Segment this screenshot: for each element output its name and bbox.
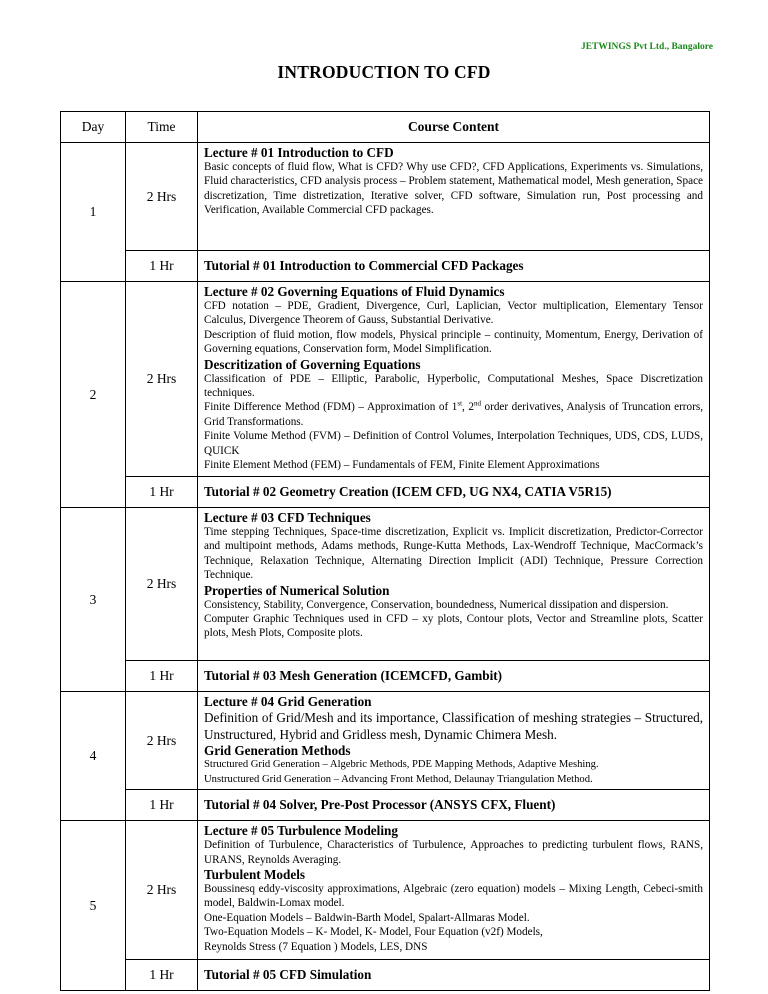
lecture-paragraph: Basic concepts of fluid flow, What is CFD? Why use CFD?, CFD Applications, Experiments vs. Simulations, Fluid characteristics, CFD analysis process – Problem statement, Mathematical model, Mesh generation, Space discretization, Time distretization, Iterative solver, CFD software, Simulation run, Post processing and Verification, Available Commercial CFD packages. xyxy=(204,161,703,217)
lecture-time: 2 Hrs xyxy=(126,143,198,251)
lecture-paragraph: Finite Element Method (FEM) – Fundamentals of FEM, Finite Element Approximations xyxy=(204,459,600,472)
table-row xyxy=(61,692,710,790)
lecture-time: 2 Hrs xyxy=(126,821,198,960)
lecture-paragraph: Structured Grid Generation – Algebric Methods, PDE Mapping Methods, Adaptive Meshing. xyxy=(204,759,599,770)
lecture-paragraph: Two-Equation Models – K- Model, K- Model, Four Equation (v2f) Models, xyxy=(204,926,543,939)
day-number: 3 xyxy=(61,508,126,692)
lecture-paragraph: Reynolds Stress (7 Equation ) Models, LES, DNS xyxy=(204,940,428,953)
table-row xyxy=(61,790,710,821)
lecture-paragraph: Time stepping Techniques, Space-time discretization, Explicit vs. Implicit discretization, Predictor-Corrector and multipoint methods, Adams methods, Runge-Kutta Methods, Lax-Wendroff Technique, MacCormack’s Technique, Relaxation Technique, Alternating Direction Implicit (ADI) Technique, Pressure Correction Technique. xyxy=(204,526,703,582)
lecture-paragraph: One-Equation Models – Baldwin-Barth Model, Spalart-Allmaras Model. xyxy=(204,911,530,924)
lecture-paragraph: Unstructured Grid Generation – Advancing Front Method, Delaunay Triangulation Method. xyxy=(204,773,593,785)
tutorial-title: Tutorial # 02 Geometry Creation (ICEM CFD, UG NX4, CATIA V5R15) xyxy=(198,477,710,508)
text-run: , 2 xyxy=(462,401,474,414)
superscript: st xyxy=(457,399,463,408)
tutorial-title: Tutorial # 04 Solver, Pre-Post Processor (ANSYS CFX, Fluent) xyxy=(198,790,710,821)
lecture-title: Lecture # 05 Turbulence Modeling xyxy=(204,823,398,839)
table-row xyxy=(61,251,710,282)
text-run: Finite Difference Method (FDM) – Approximation of 1 xyxy=(204,401,458,414)
lecture-paragraph: Classification of PDE – Elliptic, Parabolic, Hyperbolic, Computational Meshes, Space Discretization techniques. xyxy=(204,372,703,400)
table-header-row xyxy=(61,112,710,143)
section-title: Turbulent Models xyxy=(204,867,306,882)
tutorial-time: 1 Hr xyxy=(126,251,198,282)
tutorial-title: Tutorial # 01 Introduction to Commercial CFD Packages xyxy=(198,251,710,282)
tutorial-time: 1 Hr xyxy=(126,790,198,821)
lecture-paragraph xyxy=(204,400,703,429)
day-number: 2 xyxy=(61,282,126,508)
table-row xyxy=(61,821,710,960)
text-run: order derivatives, Analysis of Truncation errors, Grid Transformations. xyxy=(204,401,703,428)
day-number: 4 xyxy=(61,692,126,821)
table-row xyxy=(61,508,710,661)
lecture-paragraph: Boussinesq eddy-viscosity approximations, Algebraic (zero equation) models – Mixing Length, Cebeci-smith model, Baldwin-Lomax model. xyxy=(204,883,703,910)
lecture-paragraph: Definition of Turbulence, Characteristics of Turbulence, Approaches to predicting turbulent flows, RANS, URANS, Reynolds Averaging. xyxy=(204,839,703,866)
lecture-content xyxy=(198,282,710,477)
lecture-content xyxy=(198,508,710,661)
company-name: JETWINGS Pvt Ltd., Bangalore xyxy=(580,42,713,52)
lecture-content xyxy=(198,143,710,251)
lecture-content xyxy=(198,821,710,960)
tutorial-time: 1 Hr xyxy=(126,477,198,508)
table-row xyxy=(61,143,710,251)
table-row xyxy=(61,661,710,692)
lecture-time: 2 Hrs xyxy=(126,508,198,661)
header-time: Time xyxy=(126,112,198,143)
lecture-paragraph: CFD notation – PDE, Gradient, Divergence, Curl, Laplician, Vector multiplication, Elementary Tensor Calculus, Divergence Theorem of Gauss, Substantial Derivative. xyxy=(204,300,703,327)
lecture-paragraph: Consistency, Stability, Convergence, Conservation, boundedness, Numerical dissipation and dispersion. xyxy=(204,598,669,611)
lecture-paragraph: Definition of Grid/Mesh and its importance, Classification of meshing strategies – Structured, Unstructured, Hybrid and Gridless mesh, Dynamic Chimera Mesh. xyxy=(204,710,703,742)
header-course-content: Course Content xyxy=(198,112,710,143)
page-title: INTRODUCTION TO CFD xyxy=(277,62,491,82)
table-row xyxy=(61,960,710,991)
table-row xyxy=(61,477,710,508)
day-number: 1 xyxy=(61,143,126,282)
tutorial-time: 1 Hr xyxy=(126,661,198,692)
tutorial-time: 1 Hr xyxy=(126,960,198,991)
lecture-paragraph: Description of fluid motion, flow models, Physical principle – continuity, Momentum, Energy, Derivation of Governing equations, Conservation form, Model Simplification. xyxy=(204,328,703,356)
lecture-content xyxy=(198,692,710,790)
table-row xyxy=(61,282,710,477)
section-title: Descritization of Governing Equations xyxy=(204,356,421,372)
section-title: Grid Generation Methods xyxy=(204,743,351,758)
lecture-title: Lecture # 02 Governing Equations of Fluid Dynamics xyxy=(204,284,505,299)
lecture-time: 2 Hrs xyxy=(126,282,198,477)
day-number: 5 xyxy=(61,821,126,991)
header-day: Day xyxy=(61,112,126,143)
lecture-paragraph: Finite Volume Method (FVM) – Definition of Control Volumes, Interpolation Techniques, UDS, CDS, LUDS, QUICK xyxy=(204,430,703,457)
lecture-title: Lecture # 04 Grid Generation xyxy=(204,694,372,709)
tutorial-title: Tutorial # 05 CFD Simulation xyxy=(198,960,710,991)
tutorial-title: Tutorial # 03 Mesh Generation (ICEMCFD, Gambit) xyxy=(198,661,710,692)
section-title: Properties of Numerical Solution xyxy=(204,582,390,598)
course-table xyxy=(60,111,710,991)
lecture-title: Lecture # 03 CFD Techniques xyxy=(204,510,371,525)
superscript: nd xyxy=(473,399,481,408)
lecture-time: 2 Hrs xyxy=(126,692,198,790)
lecture-paragraph: Computer Graphic Techniques used in CFD – xy plots, Contour plots, Vector and Streamline plots, Scatter plots, Mesh Plots, Composite plots. xyxy=(204,613,703,640)
lecture-title: Lecture # 01 Introduction to CFD xyxy=(204,145,394,160)
